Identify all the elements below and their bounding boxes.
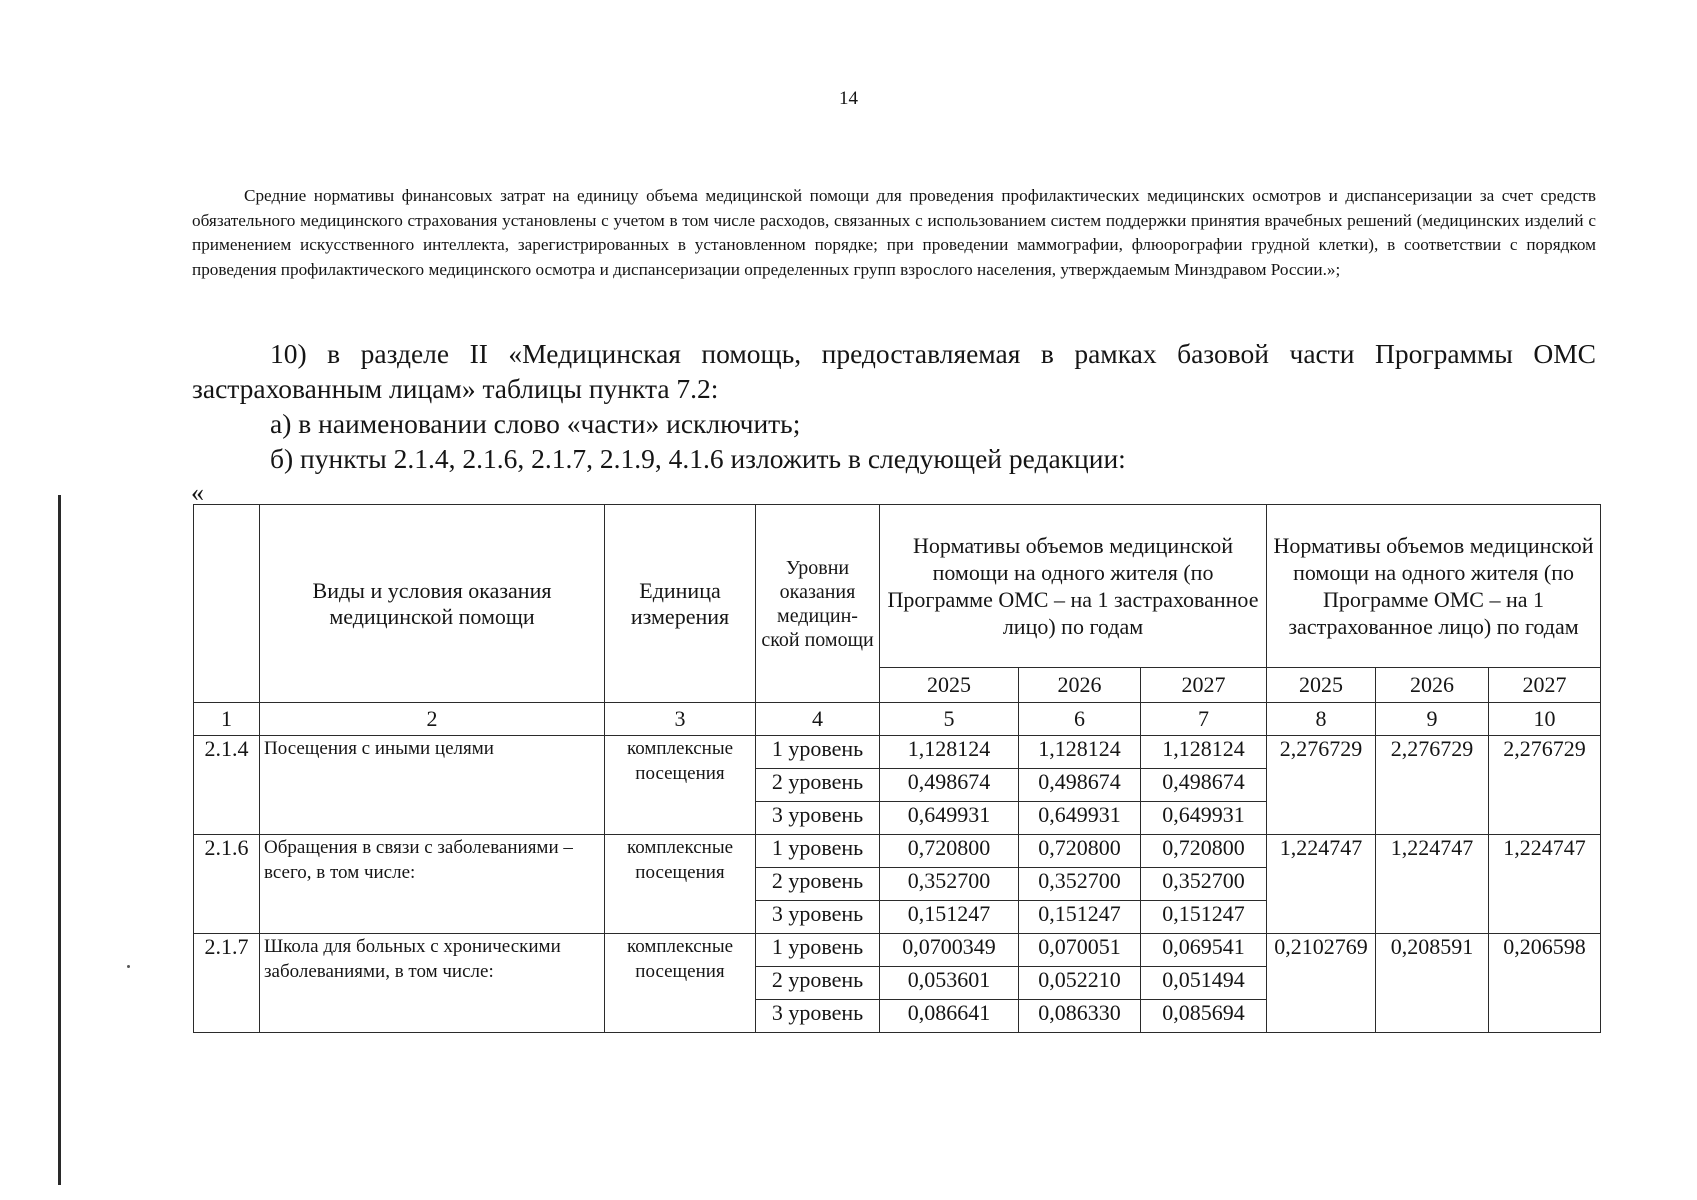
level-value: 0,070051 [1019, 934, 1141, 967]
column-number: 10 [1489, 703, 1601, 736]
level-value: 0,498674 [1019, 769, 1141, 802]
total-value: 2,276729 [1267, 736, 1376, 835]
header-group-levels: Нормативы объемов медицинской помощи на одного жителя (по Программе ОМС – на 1 застрахованное лицо) по годам [880, 505, 1267, 668]
header-unit: Единица измерения [605, 505, 756, 703]
amendment-sub-a: а) в наименовании слово «части» исключить; [270, 408, 801, 439]
header-year: 2027 [1141, 668, 1267, 703]
header-year: 2025 [1267, 668, 1376, 703]
opening-quote-mark: « [191, 478, 204, 507]
level-value: 0,720800 [1019, 835, 1141, 868]
level-value: 0,352700 [1141, 868, 1267, 901]
column-number: 6 [1019, 703, 1141, 736]
header-code-cell [194, 505, 260, 703]
level-value: 0,0700349 [880, 934, 1019, 967]
total-value: 1,224747 [1489, 835, 1601, 934]
level-label: 3 уровень [756, 901, 880, 934]
level-label: 1 уровень [756, 736, 880, 769]
header-levels: Уровни оказания медицин-ской помощи [756, 505, 880, 703]
row-unit: комплексные посещения [605, 835, 756, 934]
level-value: 1,128124 [1141, 736, 1267, 769]
total-value: 0,206598 [1489, 934, 1601, 1033]
column-number: 2 [260, 703, 605, 736]
total-value: 1,224747 [1267, 835, 1376, 934]
level-value: 0,052210 [1019, 967, 1141, 1000]
row-name: Посещения с иными целями [260, 736, 605, 835]
header-year: 2025 [880, 668, 1019, 703]
row-code: 2.1.4 [194, 736, 260, 835]
row-code: 2.1.6 [194, 835, 260, 934]
level-value: 0,086330 [1019, 1000, 1141, 1033]
table-row [194, 736, 1601, 769]
level-value: 1,128124 [880, 736, 1019, 769]
row-name: Обращения в связи с заболеваниями – всего, в том числе: [260, 835, 605, 934]
level-value: 0,151247 [1019, 901, 1141, 934]
total-value: 0,208591 [1376, 934, 1489, 1033]
column-number: 3 [605, 703, 756, 736]
level-value: 0,352700 [880, 868, 1019, 901]
total-value: 2,276729 [1489, 736, 1601, 835]
scan-edge-line [58, 495, 61, 1185]
intro-note: Средние нормативы финансовых затрат на единицу объема медицинской помощи для проведения профилактических медицинских осмотров и диспансеризации за счет средств обязательного медицинского страхования установлены с учетом в том числе расходов, связанных с использованием систем поддержки принятия врачебных решений (медицинских изделий с применением искусственного интеллекта, зарегистрированных в установленном порядке; при проведении маммографии, флюорографии грудной клетки), в соответствии с порядком проведения профилактического медицинского осмотра и диспансеризации определенных групп взрослого населения, утверждаемым Минздравом России.»; [192, 186, 1596, 279]
level-value: 0,649931 [880, 802, 1019, 835]
level-value: 0,649931 [1141, 802, 1267, 835]
level-value: 0,086641 [880, 1000, 1019, 1033]
header-year: 2026 [1019, 668, 1141, 703]
level-label: 1 уровень [756, 934, 880, 967]
page-number: 14 [839, 88, 858, 109]
level-value: 0,498674 [880, 769, 1019, 802]
amendment-item-10: 10) в разделе II «Медицинская помощь, предоставляемая в рамках базовой части Программы ОМС застрахованным лицам» таблицы пункта 7.2: [192, 338, 1596, 404]
level-label: 3 уровень [756, 802, 880, 835]
column-number: 7 [1141, 703, 1267, 736]
row-unit: комплексные посещения [605, 934, 756, 1033]
level-value: 0,085694 [1141, 1000, 1267, 1033]
scan-speck [127, 965, 130, 968]
row-name: Школа для больных с хроническими заболеваниями, в том числе: [260, 934, 605, 1033]
column-number: 4 [756, 703, 880, 736]
level-value: 0,151247 [1141, 901, 1267, 934]
table-row [194, 934, 1601, 967]
column-number: 8 [1267, 703, 1376, 736]
level-value: 1,128124 [1019, 736, 1141, 769]
header-year: 2027 [1489, 668, 1601, 703]
amendment-sub-b: б) пункты 2.1.4, 2.1.6, 2.1.7, 2.1.9, 4.1.6 изложить в следующей редакции: [270, 443, 1126, 474]
level-value: 0,720800 [1141, 835, 1267, 868]
level-value: 0,649931 [1019, 802, 1141, 835]
total-value: 1,224747 [1376, 835, 1489, 934]
level-value: 0,720800 [880, 835, 1019, 868]
column-number: 5 [880, 703, 1019, 736]
total-value: 0,2102769 [1267, 934, 1376, 1033]
level-label: 1 уровень [756, 835, 880, 868]
column-number: 9 [1376, 703, 1489, 736]
row-code: 2.1.7 [194, 934, 260, 1033]
header-group-total: Нормативы объемов медицинской помощи на одного жителя (по Программе ОМС – на 1 застрахованное лицо) по годам [1267, 505, 1601, 668]
row-unit: комплексные посещения [605, 736, 756, 835]
header-kinds: Виды и условия оказания медицинской помощи [260, 505, 605, 703]
level-value: 0,151247 [880, 901, 1019, 934]
amendment-text [192, 336, 1596, 476]
level-label: 2 уровень [756, 967, 880, 1000]
header-year: 2026 [1376, 668, 1489, 703]
total-value: 2,276729 [1376, 736, 1489, 835]
level-value: 0,069541 [1141, 934, 1267, 967]
column-number: 1 [194, 703, 260, 736]
level-label: 2 уровень [756, 769, 880, 802]
level-label: 2 уровень [756, 868, 880, 901]
level-label: 3 уровень [756, 1000, 880, 1033]
norms-table [193, 504, 1601, 1033]
level-value: 0,053601 [880, 967, 1019, 1000]
level-value: 0,352700 [1019, 868, 1141, 901]
level-value: 0,498674 [1141, 769, 1267, 802]
level-value: 0,051494 [1141, 967, 1267, 1000]
table-row [194, 835, 1601, 868]
